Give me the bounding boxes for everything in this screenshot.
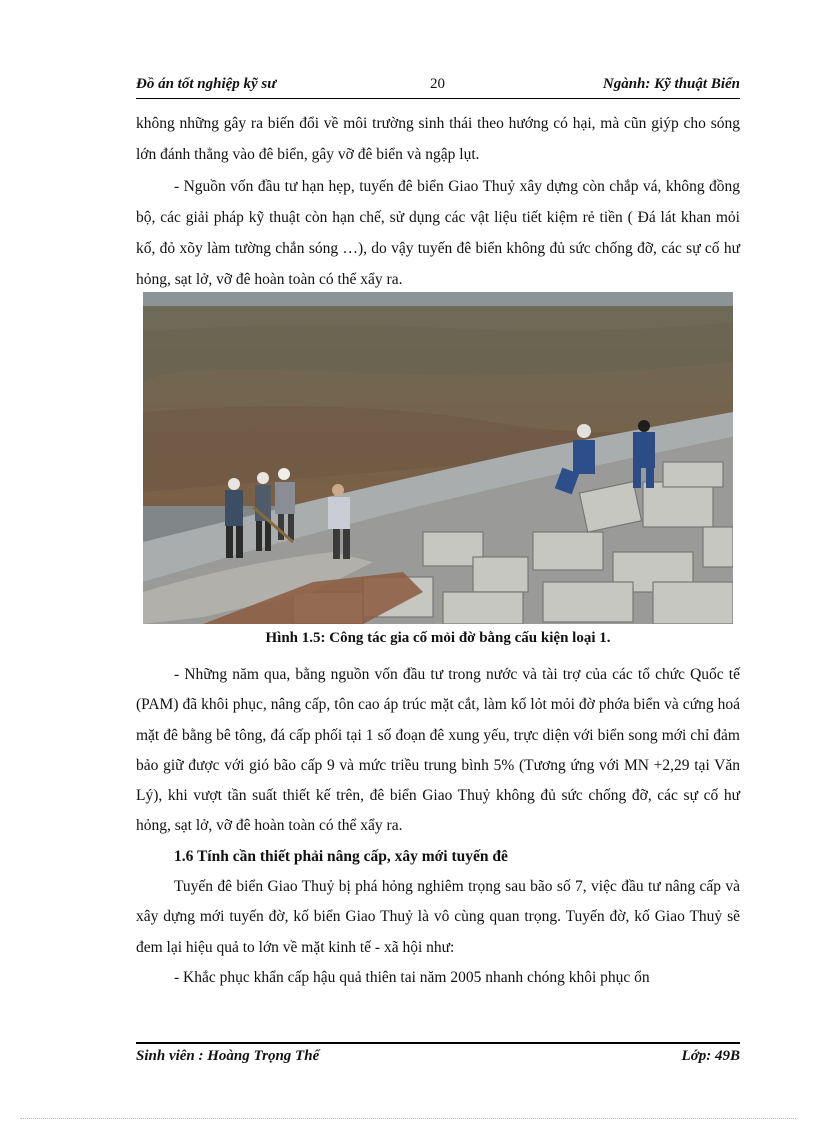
paragraph: Tuyến đê biển Giao Thuỷ bị phá hỏng nghiêm trọng sau bão số 7, việc đầu tư nâng cấp và xây dựng mới tuyến đờ, kố biển Giao Thuỷ là vô cùng quan trọng. Tuyến đờ, kố Giao Thuỷ sẽ đem lại hiệu quả to lớn về mặt kinh tế - xã hội như: [136,878,740,956]
page-number: 20 [430,76,445,92]
body-text-top [136,108,740,296]
footer-class: Lớp: 49B [681,1048,740,1064]
figure-photo [143,292,733,624]
dike-construction-photo [143,292,733,624]
section-heading: 1.6 Tính cần thiết phải nâng cấp, xây mới tuyến đê [174,847,508,865]
paragraph: không những gây ra biến đổi về môi trường sinh thái theo hướng có hại, mà cũn giýp cho sóng lớn đánh thẳng vào đê biển, gây vỡ đê biển và ngập lụt. [136,115,740,164]
body-text-bottom [136,660,740,993]
paragraph: - Những năm qua, bằng nguồn vốn đầu tư trong nước và tài trợ của các tổ chức Quốc tế (PAM) đã khôi phục, nâng cấp, tôn cao áp trúc mặt cắt, làm kố lỏt mỏi đờ phớa biển và cứng hoá mặt đê bằng bê tông, đá cấp phối tại 1 số đoạn đê xung yếu, trực diện với biển song mới chỉ đảm bảo giữ được với gió bão cấp 9 và mức triều trung bình 5% (Tương ứng với MN +2,29 tại Văn Lý), khi vượt tần suất thiết kế trên, đê biển Giao Thuỷ không đủ sức chống đỡ, các sự cố hư hỏng, sạt lở, vỡ đê hoàn toàn có thể xẩy ra. [136,666,740,835]
page-edge-divider [20,1118,796,1119]
header-major: Ngành: Kỹ thuật Biển [602,76,740,92]
footer-student: Sinh viên : Hoàng Trọng Thể [136,1048,320,1064]
figure-caption: Hình 1.5: Công tác gia cố mỏi đờ bằng cấu kiện loại 1. [265,630,611,646]
page-footer [136,1042,740,1070]
paragraph: - Khắc phục khẩn cấp hậu quả thiên tai năm 2005 nhanh chóng khôi phục ổn [174,968,650,986]
header-title: Đồ án tốt nghiệp kỹ sư [136,76,277,92]
paragraph: - Nguồn vốn đầu tư hạn hẹp, tuyến đê biển Giao Thuỷ xây dựng còn chắp vá, không đồng bộ, các giải pháp kỹ thuật còn hạn chế, sử dụng các vật liệu tiết kiệm rẻ tiền ( Đá lát khan mỏi kố, đỏ xõy làm tường chắn sóng …), do vậy tuyến đê biển không đủ sức chống đỡ, các sự cố hư hỏng, sạt lở, vỡ đê hoàn toàn có thể xẩy ra. [136,177,740,289]
page-header [136,74,740,99]
